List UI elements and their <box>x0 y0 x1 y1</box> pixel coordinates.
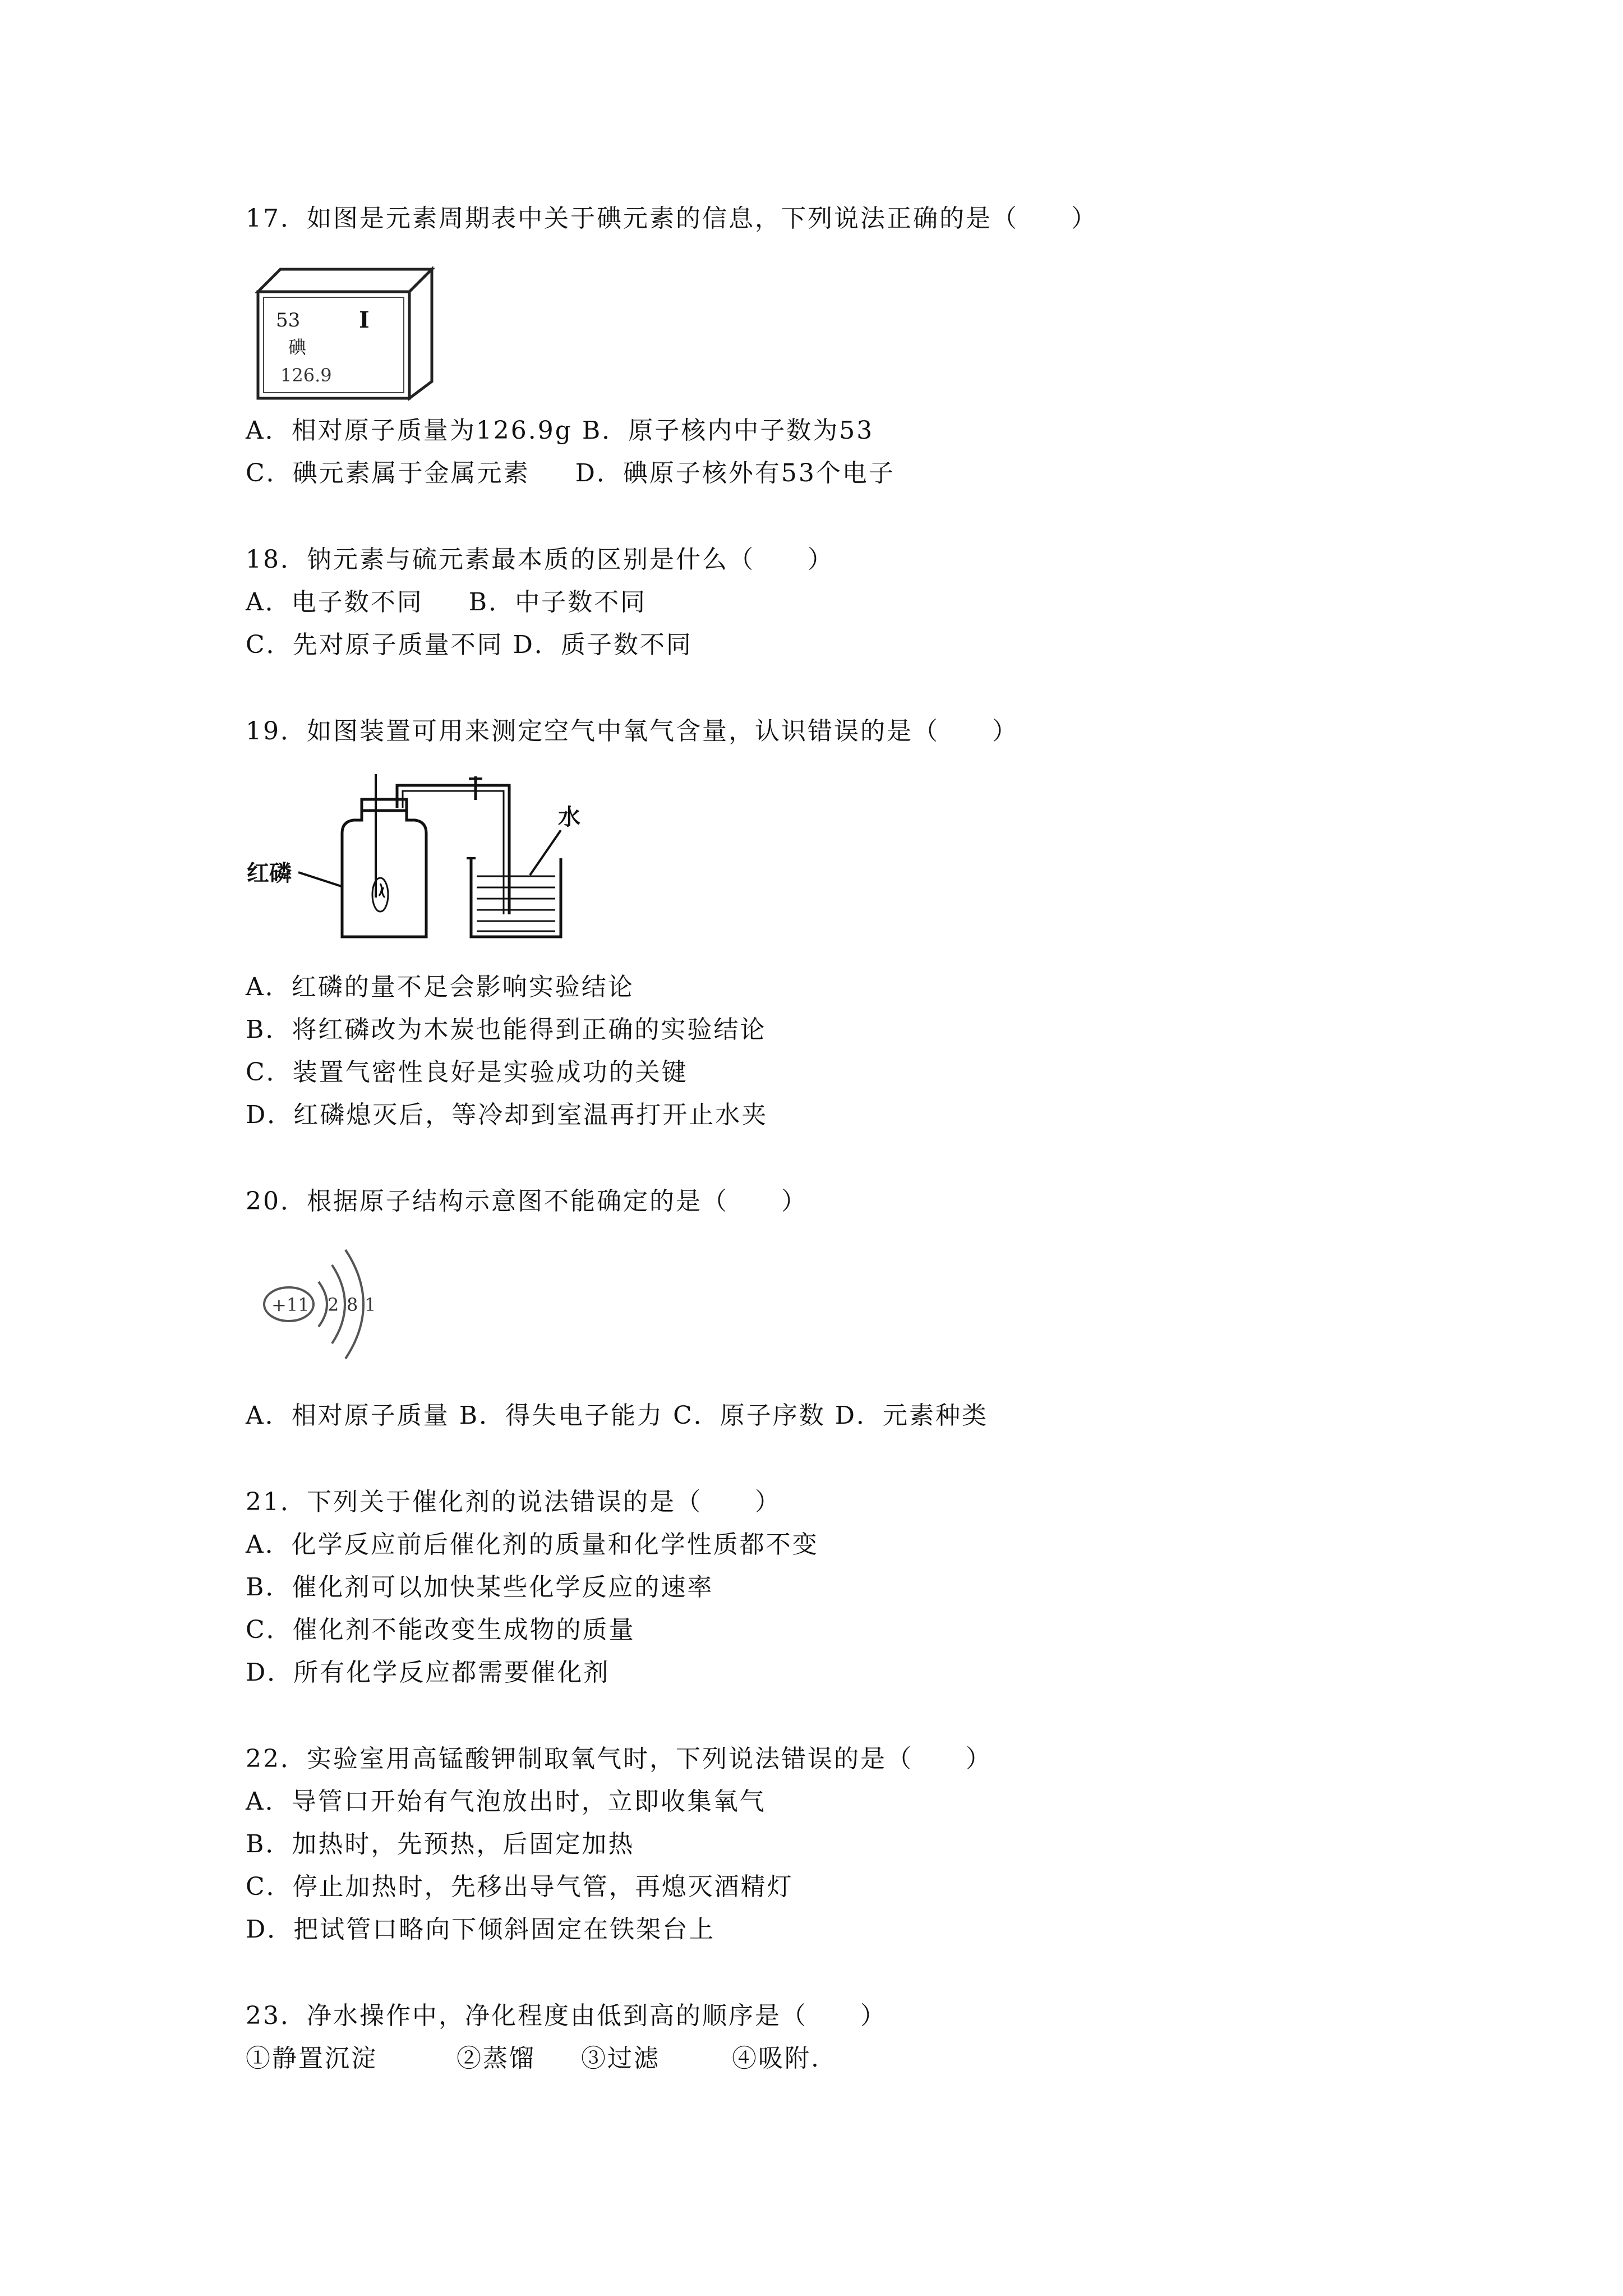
question-21-option-c: C．催化剂不能改变生成物的质量 <box>246 1616 635 1644</box>
question-23-items: ①静置沉淀 ②蒸馏 ③过滤 ④吸附. <box>246 2044 820 2073</box>
question-22-stem: 22．实验室用高锰酸钾制取氧气时，下列说法错误的是（ ） <box>246 1745 992 1773</box>
question-19-option-c: C．装置气密性良好是实验成功的关键 <box>246 1058 688 1087</box>
question-21-option-a: A．化学反应前后催化剂的质量和化学性质都不变 <box>246 1530 819 1559</box>
iodine-periodic-tile-figure <box>247 252 437 404</box>
nucleus-charge: +11 <box>271 1294 310 1315</box>
question-20-options: A．相对原子质量 B．得失电子能力 C．原子序数 D．元素种类 <box>246 1401 989 1430</box>
atomic-mass: 126.9 <box>280 365 332 386</box>
question-18-stem: 18．钠元素与硫元素最本质的区别是什么（ ） <box>246 545 834 574</box>
question-19-option-b: B．将红磷改为木炭也能得到正确的实验结论 <box>246 1015 767 1044</box>
label-red-phosphorus: 红磷 <box>247 860 292 886</box>
question-19-option-a: A．红磷的量不足会影响实验结论 <box>246 973 634 1001</box>
element-symbol: I <box>359 307 370 333</box>
question-22-option-c: C．停止加热时，先移出导气管，再熄灭酒精灯 <box>246 1872 794 1901</box>
oxygen-measurement-apparatus-figure <box>247 769 594 948</box>
shell-1-electrons: 2 <box>328 1294 339 1315</box>
atomic-number: 53 <box>276 309 301 332</box>
question-17-option-line-2: C．碘元素属于金属元素 D．碘原子核外有53个电子 <box>246 459 895 487</box>
question-21-option-b: B．催化剂可以加快某些化学反应的速率 <box>246 1573 714 1602</box>
question-21-stem: 21．下列关于催化剂的说法错误的是（ ） <box>246 1488 781 1516</box>
question-18-option-line-2: C．先对原子质量不同 D．质子数不同 <box>246 631 693 659</box>
question-18-option-line-1: A．电子数不同 B．中子数不同 <box>246 588 647 616</box>
element-name: 碘 <box>288 337 307 358</box>
question-19-option-d: D．红磷熄灭后，等冷却到室温再打开止水夹 <box>246 1101 768 1129</box>
shell-2-electrons: 8 <box>347 1294 358 1315</box>
label-water: 水 <box>558 804 580 830</box>
question-23-stem: 23．净水操作中，净化程度由低到高的顺序是（ ） <box>246 2001 887 2030</box>
shell-3-electrons: 1 <box>365 1294 376 1315</box>
question-17-stem: 17．如图是元素周期表中关于碘元素的信息，下列说法正确的是（ ） <box>246 204 1098 233</box>
question-20-stem: 20．根据原子结构示意图不能确定的是（ ） <box>246 1187 808 1216</box>
question-17-option-line-1: A．相对原子质量为126.9g B．原子核内中子数为53 <box>246 416 874 445</box>
question-19-stem: 19．如图装置可用来测定空气中氧气含量，认识错误的是（ ） <box>246 717 1018 746</box>
question-22-option-b: B．加热时，先预热，后固定加热 <box>246 1830 635 1858</box>
sodium-atomic-structure-figure <box>258 1234 404 1380</box>
question-22-option-d: D．把试管口略向下倾斜固定在铁架台上 <box>246 1915 716 1944</box>
question-21-option-d: D．所有化学反应都需要催化剂 <box>246 1658 610 1687</box>
question-22-option-a: A．导管口开始有气泡放出时，立即收集氧气 <box>246 1787 766 1816</box>
